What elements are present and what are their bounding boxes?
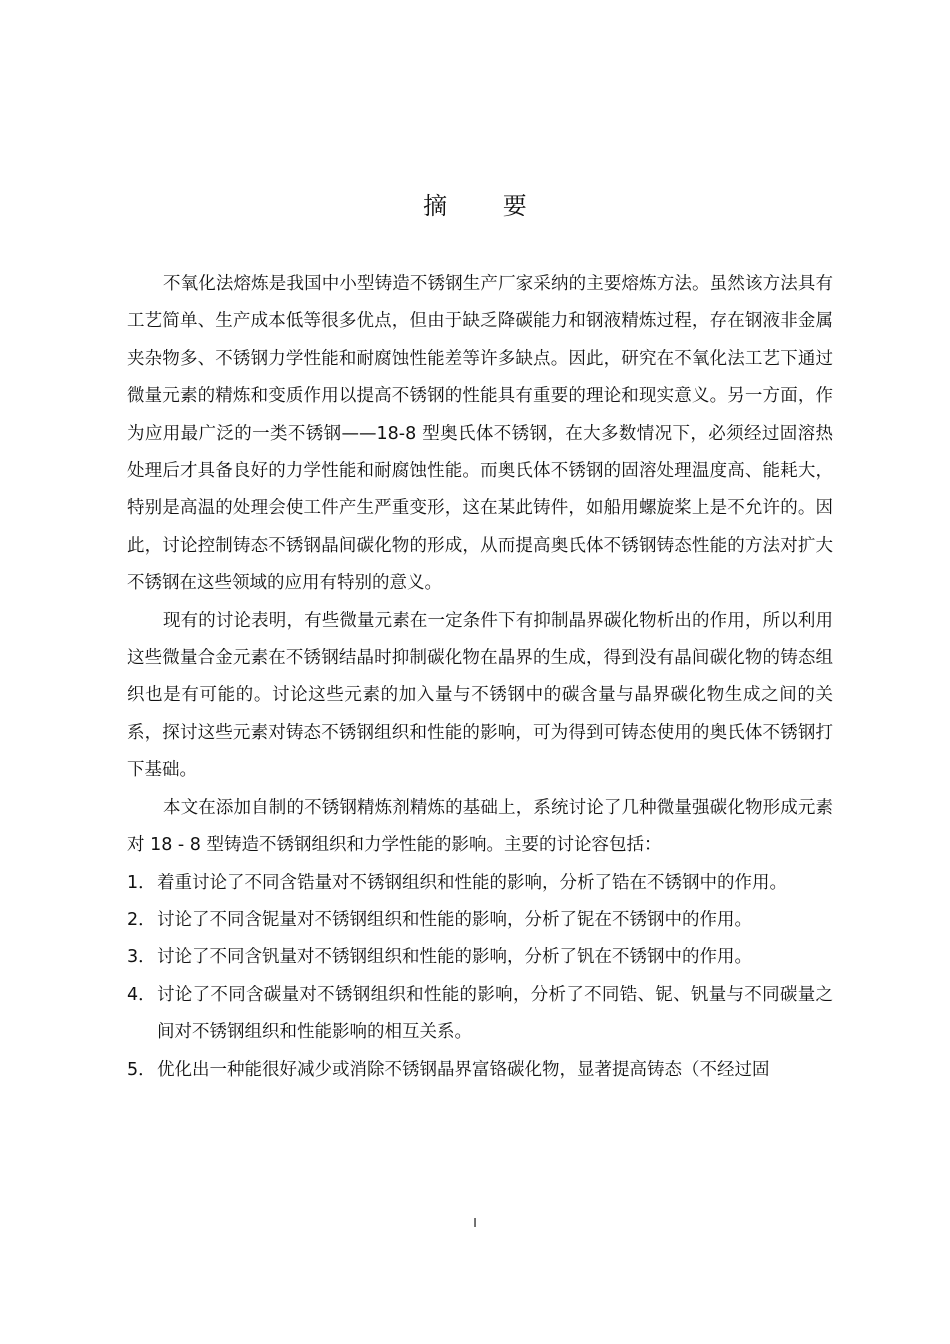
page-number: I (473, 1216, 477, 1230)
list-text: 优化出一种能很好减少或消除不锈钢晶界富铬碳化物，显著提高铸态（不经过固 (157, 1059, 770, 1080)
list-number: 1． (127, 872, 156, 893)
list-number: 3． (127, 947, 156, 968)
list-item (127, 939, 833, 976)
list-item (127, 977, 833, 1052)
list-text: 着重讨论了不同含锆量对不锈钢组织和性能的影响，分析了锆在不锈钢中的作用。 (157, 872, 787, 893)
list-item (127, 865, 833, 902)
list-item (127, 902, 833, 939)
abstract-body (127, 266, 833, 1089)
paragraph-2: 现有的讨论表明，有些微量元素在一定条件下有抑制晶界碳化物析出的作用，所以利用这些微量合金元素在不锈钢结晶时抑制碳化物在晶界的生成，得到没有晶间碳化物的铸态组织也是有可能的。讨论这些元素的加入量与不锈钢中的碳含量与晶界碳化物生成之间的关系，探讨这些元素对铸态不锈钢组织和性能的影响，可为得到可铸态使用的奥氏体不锈钢打下基础。 (127, 610, 833, 781)
list-number: 4． (127, 984, 156, 1005)
list-number: 5． (127, 1059, 156, 1080)
research-content-list (127, 865, 833, 1089)
list-text: 讨论了不同含钒量对不锈钢组织和性能的影响，分析了钒在不锈钢中的作用。 (157, 947, 752, 968)
paragraph-3: 本文在添加自制的不锈钢精炼剂精炼的基础上，系统讨论了几种微量强碳化物形成元素对 18 - 8 型铸造不锈钢组织和力学性能的影响。主要的讨论容包括： (127, 797, 833, 856)
list-text: 讨论了不同含碳量对不锈钢组织和性能的影响，分析了不同锆、铌、钒量与不同碳量之间对不锈钢组织和性能影响的相互关系。 (157, 984, 833, 1043)
paragraph-1: 不氧化法熔炼是我国中小型铸造不锈钢生产厂家采纳的主要熔炼方法。虽然该方法具有工艺简单、生产成本低等很多优点，但由于缺乏降碳能力和钢液精炼过程，存在钢液非金属夹杂物多、不锈钢力学性能和耐腐蚀性能差等许多缺点。因此，研究在不氧化法工艺下通过微量元素的精炼和变质作用以提高不锈钢的性能具有重要的理论和现实意义。另一方面，作为应用最广泛的一类不锈钢——18-8 型奥氏体不锈钢，在大多数情况下，必须经过固溶热处理后才具备良好的力学性能和耐腐蚀性能。而奥氏体不锈钢的固溶处理温度高、能耗大，特别是高温的处理会使工件产生严重变形，这在某此铸件，如船用螺旋桨上是不允许的。因此，讨论控制铸态不锈钢晶间碳化物的形成，从而提高奥氏体不锈钢铸态性能的方法对扩大不锈钢在这些领域的应用有特别的意义。 (127, 274, 833, 594)
list-item (127, 1052, 833, 1089)
list-number: 2． (127, 909, 156, 930)
page-title: 摘 要 (423, 192, 551, 220)
list-text: 讨论了不同含铌量对不锈钢组织和性能的影响，分析了铌在不锈钢中的作用。 (157, 909, 752, 930)
